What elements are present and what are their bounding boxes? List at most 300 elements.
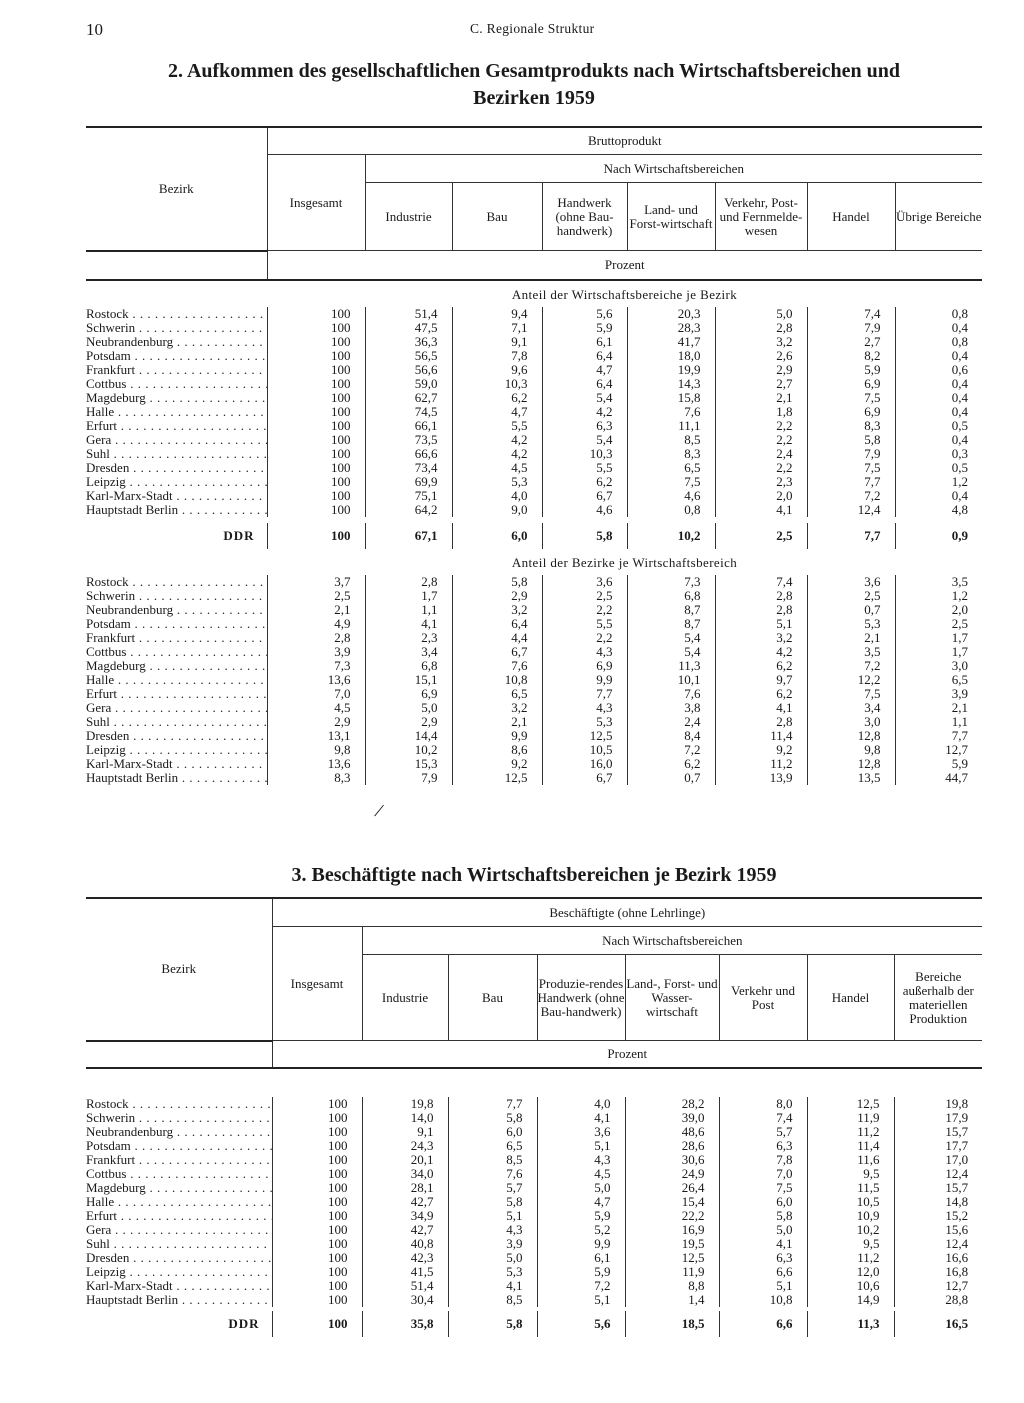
value-cell: 5,9 (807, 363, 895, 377)
t3-col-top: Beschäftigte (ohne Lehrlinge) (272, 898, 982, 927)
value-cell: 5,1 (537, 1139, 625, 1153)
bezirk-name: Rostock . . . (86, 575, 267, 589)
value-cell: 0,7 (807, 603, 895, 617)
value-cell: 5,3 (542, 715, 627, 729)
value-cell: 10,5 (807, 1195, 894, 1209)
value-cell: 5,8 (448, 1195, 537, 1209)
table-row (86, 503, 982, 517)
t2-bezirk-cell (86, 575, 267, 589)
value-cell: 0,4 (895, 349, 982, 363)
bezirk-name: Frankfurt . . . (86, 1153, 272, 1167)
t2-col-4: Verkehr, Post- und Fernmelde-wesen (715, 183, 807, 251)
ddr-value-cell: 5,8 (448, 1311, 537, 1337)
value-cell: 13,5 (807, 771, 895, 785)
ddr-value-cell: 18,5 (625, 1311, 719, 1337)
value-cell: 3,2 (715, 335, 807, 349)
ddr-total-row (86, 1311, 982, 1337)
value-cell: 1,7 (365, 589, 452, 603)
table2-title (86, 58, 982, 112)
value-cell: 12,4 (894, 1237, 982, 1251)
ddr-value-cell: 6,6 (719, 1311, 807, 1337)
ddr-value-cell: 67,1 (365, 523, 452, 549)
value-cell: 6,1 (537, 1251, 625, 1265)
bezirk-name: Suhl . . . (86, 715, 267, 729)
value-cell: 2,1 (895, 701, 982, 715)
value-cell: 0,8 (627, 503, 715, 517)
t2-bezirk-cell (86, 729, 267, 743)
value-cell: 51,4 (362, 1279, 448, 1293)
value-cell: 2,5 (267, 589, 365, 603)
value-cell: 4,7 (542, 363, 627, 377)
value-cell: 7,9 (807, 321, 895, 335)
value-cell: 19,9 (627, 363, 715, 377)
value-cell: 2,2 (542, 603, 627, 617)
t3-bezirk-cell (86, 1293, 272, 1307)
ddr-value-cell: 5,6 (537, 1311, 625, 1337)
table-row (86, 1237, 982, 1251)
value-cell: 5,0 (715, 307, 807, 321)
value-cell: 7,1 (452, 321, 542, 335)
value-cell: 2,8 (267, 631, 365, 645)
value-cell: 10,3 (452, 377, 542, 391)
page-number: 10 (86, 20, 103, 39)
t2-bezirk-cell (86, 307, 267, 321)
table3 (86, 897, 982, 1337)
bezirk-name: Karl-Marx-Stadt . . . (86, 757, 267, 771)
table2 (86, 126, 982, 785)
value-cell: 42,3 (362, 1251, 448, 1265)
value-cell: 3,5 (895, 575, 982, 589)
value-cell: 2,6 (715, 349, 807, 363)
value-cell: 4,2 (542, 405, 627, 419)
t3-bezirk-cell (86, 1209, 272, 1223)
value-cell: 100 (267, 377, 365, 391)
value-cell: 6,9 (542, 659, 627, 673)
bezirk-name: Neubrandenburg . . . (86, 335, 267, 349)
value-cell: 3,2 (452, 701, 542, 715)
value-cell: 12,7 (895, 743, 982, 757)
value-cell: 6,3 (719, 1251, 807, 1265)
bezirk-name: Hauptstadt Berlin . . . (86, 503, 267, 517)
value-cell: 1,7 (895, 631, 982, 645)
bezirk-name: Frankfurt . . . (86, 363, 267, 377)
value-cell: 2,2 (715, 419, 807, 433)
value-cell: 14,9 (807, 1293, 894, 1307)
bezirk-name: Rostock . . . (86, 1097, 272, 1111)
value-cell: 2,1 (452, 715, 542, 729)
value-cell: 3,9 (448, 1237, 537, 1251)
bezirk-name: Magdeburg . . . (86, 1181, 272, 1195)
value-cell: 74,5 (365, 405, 452, 419)
value-cell: 12,7 (894, 1279, 982, 1293)
value-cell: 7,2 (807, 659, 895, 673)
value-cell: 5,1 (715, 617, 807, 631)
t2-col-1: Bau (452, 183, 542, 251)
value-cell: 11,3 (627, 659, 715, 673)
table-row (86, 1265, 982, 1279)
value-cell: 10,8 (452, 673, 542, 687)
value-cell: 15,3 (365, 757, 452, 771)
ddr-value-cell: 35,8 (362, 1311, 448, 1337)
value-cell: 6,3 (719, 1139, 807, 1153)
t2-ddr-label: DDR (223, 528, 255, 543)
value-cell: 4,1 (365, 617, 452, 631)
value-cell: 3,2 (452, 603, 542, 617)
value-cell: 100 (272, 1265, 362, 1279)
value-cell: 8,4 (627, 729, 715, 743)
bezirk-name: Neubrandenburg . . . (86, 603, 267, 617)
bezirk-name: Leipzig . . . (86, 1265, 272, 1279)
value-cell: 8,5 (448, 1153, 537, 1167)
bezirk-name: Halle . . . (86, 1195, 272, 1209)
value-cell: 9,9 (537, 1237, 625, 1251)
value-cell: 100 (267, 363, 365, 377)
value-cell: 4,3 (542, 645, 627, 659)
value-cell: 2,9 (267, 715, 365, 729)
t3-bezirk-cell (86, 1279, 272, 1293)
value-cell: 73,5 (365, 433, 452, 447)
t2-col-3: Land- und Forst-wirtschaft (627, 183, 715, 251)
table-row (86, 1167, 982, 1181)
bezirk-name: Potsdam . . . (86, 1139, 272, 1153)
value-cell: 0,5 (895, 419, 982, 433)
value-cell: 3,0 (895, 659, 982, 673)
value-cell: 7,7 (895, 729, 982, 743)
value-cell: 100 (272, 1209, 362, 1223)
value-cell: 11,2 (807, 1251, 894, 1265)
value-cell: 7,6 (627, 687, 715, 701)
t3-bezirk-cell (86, 1125, 272, 1139)
value-cell: 3,4 (365, 645, 452, 659)
bezirk-name: Suhl . . . (86, 447, 267, 461)
table-row (86, 1181, 982, 1195)
bezirk-name: Schwerin . . . (86, 589, 267, 603)
table-row (86, 1209, 982, 1223)
t2-bezirk-cell (86, 461, 267, 475)
value-cell: 4,1 (715, 701, 807, 715)
t3-col-1: Bau (448, 955, 537, 1041)
bezirk-name: Erfurt . . . (86, 687, 267, 701)
value-cell: 20,3 (627, 307, 715, 321)
value-cell: 6,5 (627, 461, 715, 475)
value-cell: 10,8 (719, 1293, 807, 1307)
value-cell: 2,1 (807, 631, 895, 645)
value-cell: 2,4 (627, 715, 715, 729)
value-cell: 7,7 (807, 475, 895, 489)
value-cell: 11,9 (807, 1111, 894, 1125)
value-cell: 6,4 (452, 617, 542, 631)
table-row (86, 335, 982, 349)
value-cell: 41,5 (362, 1265, 448, 1279)
value-cell: 100 (272, 1167, 362, 1181)
value-cell: 51,4 (365, 307, 452, 321)
value-cell: 7,0 (267, 687, 365, 701)
bezirk-name: Gera . . . (86, 433, 267, 447)
value-cell: 8,6 (452, 743, 542, 757)
value-cell: 6,9 (807, 377, 895, 391)
t2-bezirk-cell (86, 349, 267, 363)
value-cell: 7,6 (452, 659, 542, 673)
bezirk-name: Cottbus . . . (86, 1167, 272, 1181)
t2-bezirk-cell (86, 391, 267, 405)
value-cell: 7,8 (452, 349, 542, 363)
value-cell: 9,8 (267, 743, 365, 757)
value-cell: 9,1 (362, 1125, 448, 1139)
ddr-value-cell: 0,9 (895, 523, 982, 549)
value-cell: 42,7 (362, 1223, 448, 1237)
value-cell: 2,9 (715, 363, 807, 377)
value-cell: 9,5 (807, 1167, 894, 1181)
value-cell: 16,9 (625, 1223, 719, 1237)
t3-bezirk-cell (86, 1167, 272, 1181)
value-cell: 3,6 (807, 575, 895, 589)
value-cell: 15,2 (894, 1209, 982, 1223)
value-cell: 6,7 (542, 489, 627, 503)
t3-bezirk-cell (86, 1181, 272, 1195)
t2-section-title: Anteil der Bezirke je Wirtschaftsbereich (511, 555, 738, 570)
t2-col-5: Handel (807, 183, 895, 251)
value-cell: 3,7 (267, 575, 365, 589)
value-cell: 10,2 (807, 1223, 894, 1237)
table-row (86, 771, 982, 785)
value-cell: 100 (267, 433, 365, 447)
value-cell: 44,7 (895, 771, 982, 785)
table-row (86, 1251, 982, 1265)
t3-bezirk-cell (86, 1223, 272, 1237)
t3-bezirk-cell (86, 1237, 272, 1251)
value-cell: 2,7 (807, 335, 895, 349)
value-cell: 5,9 (537, 1209, 625, 1223)
value-cell: 6,5 (452, 687, 542, 701)
value-cell: 1,2 (895, 475, 982, 489)
value-cell: 6,5 (448, 1139, 537, 1153)
table-row (86, 1223, 982, 1237)
value-cell: 7,4 (715, 575, 807, 589)
value-cell: 28,3 (627, 321, 715, 335)
value-cell: 6,0 (448, 1125, 537, 1139)
value-cell: 8,3 (627, 447, 715, 461)
value-cell: 11,2 (715, 757, 807, 771)
value-cell: 100 (272, 1139, 362, 1153)
ddr-value-cell: 6,0 (452, 523, 542, 549)
table3-title: 3. Beschäftigte nach Wirtschaftsbereichen je Bezirk 1959 (291, 864, 777, 886)
value-cell: 7,3 (267, 659, 365, 673)
value-cell: 5,8 (448, 1111, 537, 1125)
value-cell: 5,9 (537, 1265, 625, 1279)
value-cell: 100 (272, 1097, 362, 1111)
value-cell: 10,1 (627, 673, 715, 687)
t3-col-0: Industrie (362, 955, 448, 1041)
bezirk-name: Erfurt . . . (86, 1209, 272, 1223)
value-cell: 100 (272, 1111, 362, 1125)
value-cell: 4,3 (542, 701, 627, 715)
t3-bezirk-cell (86, 1195, 272, 1209)
value-cell: 6,2 (627, 757, 715, 771)
t2-col-top: Bruttoprodukt (267, 127, 982, 155)
value-cell: 15,7 (894, 1181, 982, 1195)
value-cell: 9,1 (452, 335, 542, 349)
value-cell: 5,8 (452, 575, 542, 589)
value-cell: 7,7 (448, 1097, 537, 1111)
table-row (86, 743, 982, 757)
table-row (86, 729, 982, 743)
t2-bezirk-cell (86, 475, 267, 489)
value-cell: 6,7 (542, 771, 627, 785)
table-row (86, 1153, 982, 1167)
value-cell: 14,0 (362, 1111, 448, 1125)
value-cell: 36,3 (365, 335, 452, 349)
t3-bezirk-cell (86, 1153, 272, 1167)
value-cell: 19,8 (894, 1097, 982, 1111)
value-cell: 1,1 (895, 715, 982, 729)
ddr-value-cell: 11,3 (807, 1311, 894, 1337)
table-row (86, 1139, 982, 1153)
value-cell: 100 (267, 503, 365, 517)
value-cell: 17,7 (894, 1139, 982, 1153)
table-row (86, 489, 982, 503)
value-cell: 4,3 (448, 1223, 537, 1237)
t2-bezirk-cell (86, 377, 267, 391)
t2-bezirk-cell (86, 363, 267, 377)
value-cell: 3,6 (537, 1125, 625, 1139)
value-cell: 5,0 (719, 1223, 807, 1237)
value-cell: 0,6 (895, 363, 982, 377)
value-cell: 28,2 (625, 1097, 719, 1111)
value-cell: 2,2 (715, 433, 807, 447)
t3-bezirk-cell (86, 1097, 272, 1111)
t2-bezirk-cell (86, 335, 267, 349)
value-cell: 6,2 (452, 391, 542, 405)
value-cell: 2,1 (715, 391, 807, 405)
value-cell: 9,9 (542, 673, 627, 687)
value-cell: 5,0 (365, 701, 452, 715)
bezirk-name: Karl-Marx-Stadt . . . (86, 1279, 272, 1293)
value-cell: 13,9 (715, 771, 807, 785)
value-cell: 69,9 (365, 475, 452, 489)
value-cell: 100 (272, 1125, 362, 1139)
value-cell: 3,8 (627, 701, 715, 715)
t3-col-3: Land-, Forst- und Wasser-wirtschaft (625, 955, 719, 1041)
value-cell: 2,8 (715, 321, 807, 335)
value-cell: 5,9 (542, 321, 627, 335)
value-cell: 28,6 (625, 1139, 719, 1153)
value-cell: 4,7 (452, 405, 542, 419)
value-cell: 16,0 (542, 757, 627, 771)
value-cell: 11,2 (807, 1125, 894, 1139)
t3-col-5: Handel (807, 955, 894, 1041)
value-cell: 5,4 (627, 631, 715, 645)
value-cell: 8,5 (448, 1293, 537, 1307)
value-cell: 6,2 (542, 475, 627, 489)
value-cell: 11,4 (807, 1139, 894, 1153)
value-cell: 2,9 (365, 715, 452, 729)
table-row (86, 433, 982, 447)
value-cell: 5,3 (807, 617, 895, 631)
table2-title-line2: Bezirken 1959 (473, 87, 595, 109)
value-cell: 6,8 (365, 659, 452, 673)
value-cell: 14,4 (365, 729, 452, 743)
value-cell: 14,8 (894, 1195, 982, 1209)
value-cell: 73,4 (365, 461, 452, 475)
value-cell: 0,4 (895, 405, 982, 419)
ink-mark: / (372, 799, 386, 823)
bezirk-name: Magdeburg . . . (86, 391, 267, 405)
t2-bezirk-cell (86, 715, 267, 729)
value-cell: 7,2 (807, 489, 895, 503)
table-row (86, 617, 982, 631)
value-cell: 28,1 (362, 1181, 448, 1195)
bezirk-name: Suhl . . . (86, 1237, 272, 1251)
value-cell: 100 (272, 1279, 362, 1293)
value-cell: 9,9 (452, 729, 542, 743)
value-cell: 5,5 (452, 419, 542, 433)
value-cell: 3,0 (807, 715, 895, 729)
value-cell: 66,6 (365, 447, 452, 461)
value-cell: 10,3 (542, 447, 627, 461)
value-cell: 3,9 (267, 645, 365, 659)
t2-bezirk-cell (86, 617, 267, 631)
value-cell: 12,8 (807, 729, 895, 743)
bezirk-name: Leipzig . . . (86, 743, 267, 757)
ddr-value-cell: 2,5 (715, 523, 807, 549)
bezirk-name: Schwerin . . . (86, 321, 267, 335)
value-cell: 12,8 (807, 757, 895, 771)
value-cell: 5,0 (448, 1251, 537, 1265)
value-cell: 2,5 (807, 589, 895, 603)
value-cell: 8,0 (719, 1097, 807, 1111)
value-cell: 4,9 (267, 617, 365, 631)
value-cell: 9,5 (807, 1237, 894, 1251)
value-cell: 24,3 (362, 1139, 448, 1153)
value-cell: 5,4 (542, 391, 627, 405)
value-cell: 8,3 (267, 771, 365, 785)
table-row (86, 575, 982, 589)
value-cell: 75,1 (365, 489, 452, 503)
t2-bezirk-cell (86, 603, 267, 617)
value-cell: 2,1 (267, 603, 365, 617)
value-cell: 48,6 (625, 1125, 719, 1139)
value-cell: 8,7 (627, 603, 715, 617)
value-cell: 11,9 (625, 1265, 719, 1279)
value-cell: 9,8 (807, 743, 895, 757)
value-cell: 18,0 (627, 349, 715, 363)
value-cell: 0,8 (895, 307, 982, 321)
value-cell: 16,6 (894, 1251, 982, 1265)
value-cell: 2,5 (542, 589, 627, 603)
value-cell: 1,8 (715, 405, 807, 419)
value-cell: 11,1 (627, 419, 715, 433)
bezirk-name: Potsdam . . . (86, 349, 267, 363)
value-cell: 11,5 (807, 1181, 894, 1195)
value-cell: 100 (272, 1195, 362, 1209)
value-cell: 24,9 (625, 1167, 719, 1181)
t2-bezirk-cell (86, 673, 267, 687)
value-cell: 4,0 (452, 489, 542, 503)
ddr-value-cell: 10,2 (627, 523, 715, 549)
ddr-value-cell: 100 (272, 1311, 362, 1337)
table-row (86, 419, 982, 433)
t2-bezirk-cell (86, 757, 267, 771)
value-cell: 12,5 (625, 1251, 719, 1265)
table-row (86, 363, 982, 377)
value-cell: 7,0 (719, 1167, 807, 1181)
table-row (86, 447, 982, 461)
ddr-total-row (86, 523, 982, 549)
t2-bezirk-cell (86, 433, 267, 447)
value-cell: 1,7 (895, 645, 982, 659)
value-cell: 2,9 (452, 589, 542, 603)
value-cell: 0,4 (895, 433, 982, 447)
